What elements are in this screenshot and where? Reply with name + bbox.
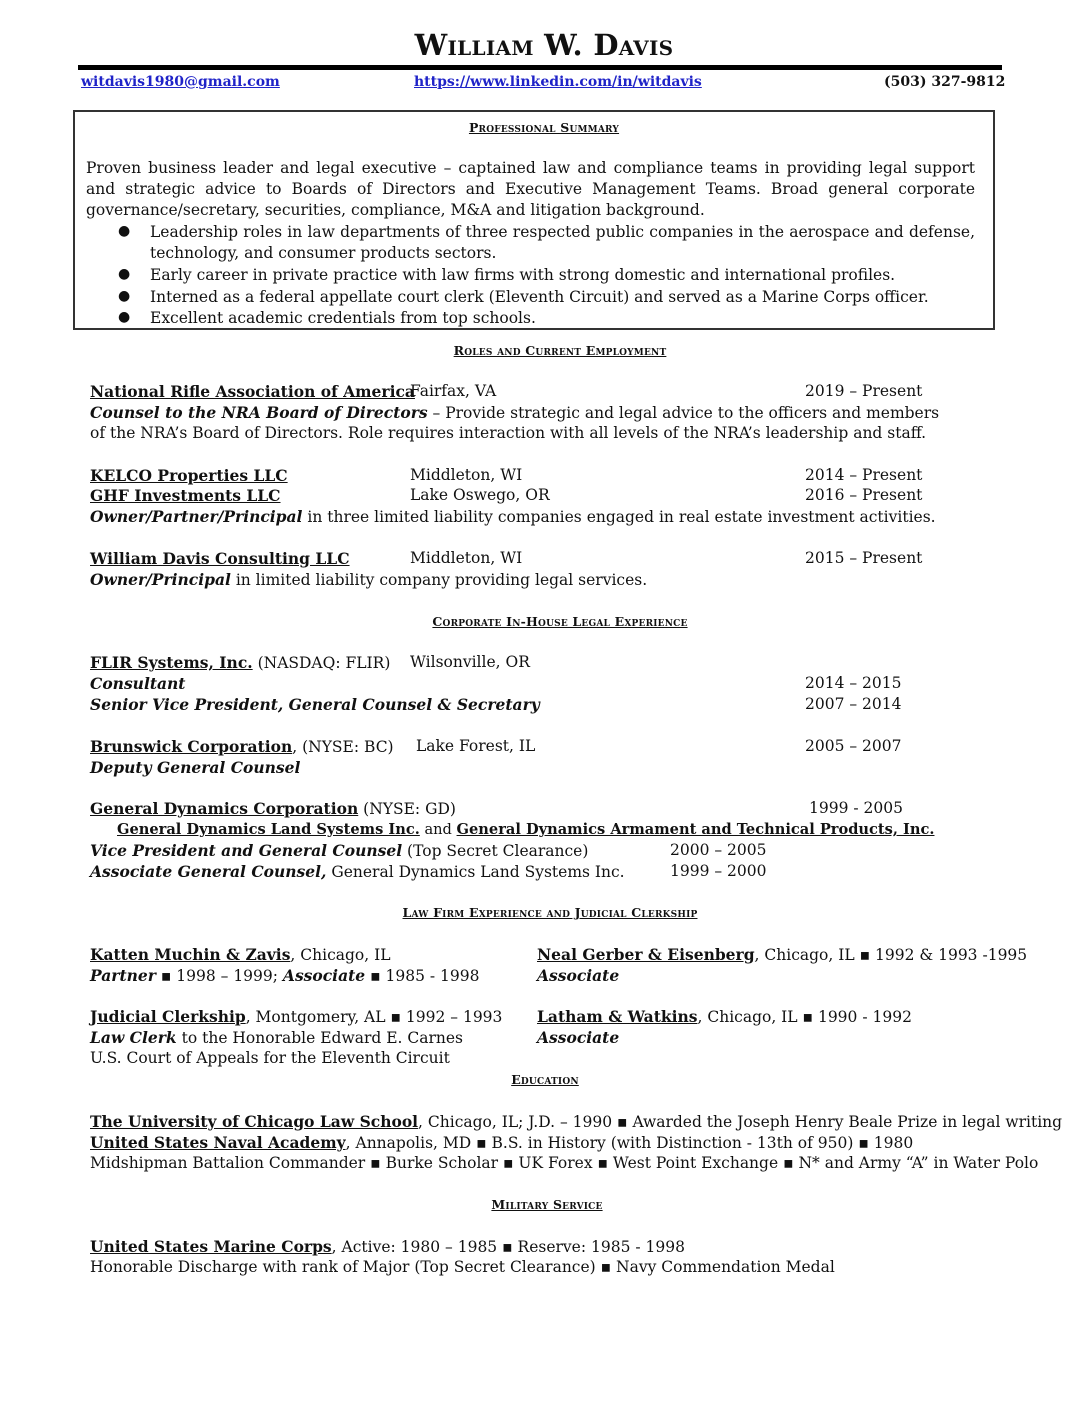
discharge-line: Honorable Discharge with rank of Major (Top Secret Clearance) ▪ Navy Commendation Medal <box>90 1258 835 1276</box>
email-link[interactable]: witdavis1980@gmail.com <box>81 74 280 90</box>
flir-role: Senior Vice President, General Counsel & Secretary <box>90 695 540 714</box>
clerkship-role: Law Clerk to the Honorable Edward E. Carnes <box>90 1028 463 1047</box>
brunswick-dates: 2005 – 2007 <box>805 737 902 755</box>
military-heading: Military Service <box>491 1197 603 1212</box>
bullet-icon: ● <box>118 223 131 239</box>
nra-org: National Rifle Association of America <box>90 382 415 401</box>
flir-dates: 2007 – 2014 <box>805 695 902 713</box>
gd-dates: 1999 - 2005 <box>809 799 903 817</box>
ghf-dates: 2016 – Present <box>805 486 923 504</box>
nra-location: Fairfax, VA <box>410 382 497 400</box>
summary-bullet: Leadership roles in law departments of three respected public companies in the aerospace and defense, technology, and consumer products sectors. <box>150 223 975 262</box>
bullet-icon: ● <box>118 288 131 304</box>
usmc-line: United States Marine Corps, Active: 1980 – 1985 ▪ Reserve: 1985 - 1998 <box>90 1237 685 1256</box>
candidate-name: William W. Davis <box>414 28 674 62</box>
wdc-org: William Davis Consulting LLC <box>90 549 350 568</box>
katten-line: Katten Muchin & Zavis, Chicago, IL <box>90 945 391 964</box>
summary-bullet: Interned as a federal appellate court clerk (Eleventh Circuit) and served as a Marine Corps officer. <box>150 288 929 306</box>
wdc-role-line: Owner/Principal in limited liability company providing legal services. <box>90 570 648 589</box>
linkedin-link[interactable]: https://www.linkedin.com/in/witdavis <box>414 74 702 90</box>
neal-line: Neal Gerber & Eisenberg, Chicago, IL ▪ 1992 & 1993 -1995 <box>537 945 1028 964</box>
clerkship-line: Judicial Clerkship, Montgomery, AL ▪ 1992 – 1993 <box>90 1007 503 1026</box>
gd-role-dates: 1999 – 2000 <box>670 862 767 880</box>
gd-role: Vice President and General Counsel (Top Secret Clearance) <box>90 841 589 860</box>
summary-bullet: Excellent academic credentials from top schools. <box>150 309 536 327</box>
education-heading: Education <box>511 1072 579 1087</box>
gd-role: Associate General Counsel, General Dynamics Land Systems Inc. <box>90 862 625 881</box>
summary-heading: Professional Summary <box>468 120 620 135</box>
owner-line: Owner/Partner/Principal in three limited liability companies engaged in real estate investment activities. <box>90 507 936 526</box>
flir-role: Consultant <box>90 674 186 693</box>
uchicago-line: The University of Chicago Law School, Chicago, IL; J.D. – 1990 ▪ Awarded the Joseph Henry Beale Prize in legal writing <box>90 1112 1063 1131</box>
kelco-location: Middleton, WI <box>410 466 523 484</box>
clerkship-court: U.S. Court of Appeals for the Eleventh Circuit <box>90 1049 450 1067</box>
header-rule <box>78 65 1002 70</box>
gd-subsidiaries: General Dynamics Land Systems Inc. and General Dynamics Armament and Technical Products, Inc. <box>117 821 935 838</box>
gd-org: General Dynamics Corporation (NYSE: GD) <box>90 799 456 818</box>
nra-dates: 2019 – Present <box>805 382 923 400</box>
flir-dates: 2014 – 2015 <box>805 674 902 692</box>
latham-line: Latham & Watkins, Chicago, IL ▪ 1990 - 1992 <box>537 1007 912 1026</box>
kelco-org: KELCO Properties LLC <box>90 466 288 485</box>
ghf-location: Lake Oswego, OR <box>410 486 550 504</box>
ghf-org: GHF Investments LLC <box>90 486 281 505</box>
corporate-heading: Corporate In-House Legal Experience <box>432 614 688 629</box>
lawfirm-heading: Law Firm Experience and Judicial Clerkship <box>402 905 698 920</box>
bullet-icon: ● <box>118 266 131 282</box>
usna-line: United States Naval Academy, Annapolis, MD ▪ B.S. in History (with Distinction - 13th of 950) ▪ 1980 <box>90 1133 914 1152</box>
gd-role-dates: 2000 – 2005 <box>670 841 767 859</box>
flir-location: Wilsonville, OR <box>410 653 530 671</box>
kelco-dates: 2014 – Present <box>805 466 923 484</box>
bullet-icon: ● <box>118 309 131 325</box>
latham-role: Associate <box>537 1028 620 1047</box>
nra-title-line: Counsel to the NRA Board of Directors – Provide strategic and legal advice to the officers and members <box>90 403 940 422</box>
neal-role: Associate <box>537 966 620 985</box>
brunswick-location: Lake Forest, IL <box>416 737 536 755</box>
brunswick-role: Deputy General Counsel <box>90 758 301 777</box>
summary-paragraph: Proven business leader and legal executive – captained law and compliance teams in providing legal support and strategic advice to Boards of Directors and Executive Management Teams. Broad general corporate governance/secretary, securities, compliance, M&A and litigation background. <box>86 159 975 219</box>
brunswick-org: Brunswick Corporation, (NYSE: BC) <box>90 737 394 756</box>
nra-description: of the NRA’s Board of Directors. Role requires interaction with all levels of the NRA’s leadership and staff. <box>90 424 927 442</box>
flir-org: FLIR Systems, Inc. (NASDAQ: FLIR) <box>90 653 391 672</box>
wdc-dates: 2015 – Present <box>805 549 923 567</box>
education-honors: Midshipman Battalion Commander ▪ Burke Scholar ▪ UK Forex ▪ West Point Exchange ▪ N* and Army “A” in Water Polo <box>90 1154 1039 1172</box>
wdc-location: Middleton, WI <box>410 549 523 567</box>
phone-number: (503) 327-9812 <box>884 74 1006 90</box>
summary-bullet: Early career in private practice with law firms with strong domestic and international profiles. <box>150 266 896 284</box>
katten-roles: Partner ▪ 1998 – 1999; Associate ▪ 1985 - 1998 <box>90 966 480 985</box>
roles-heading: Roles and Current Employment <box>453 343 667 358</box>
